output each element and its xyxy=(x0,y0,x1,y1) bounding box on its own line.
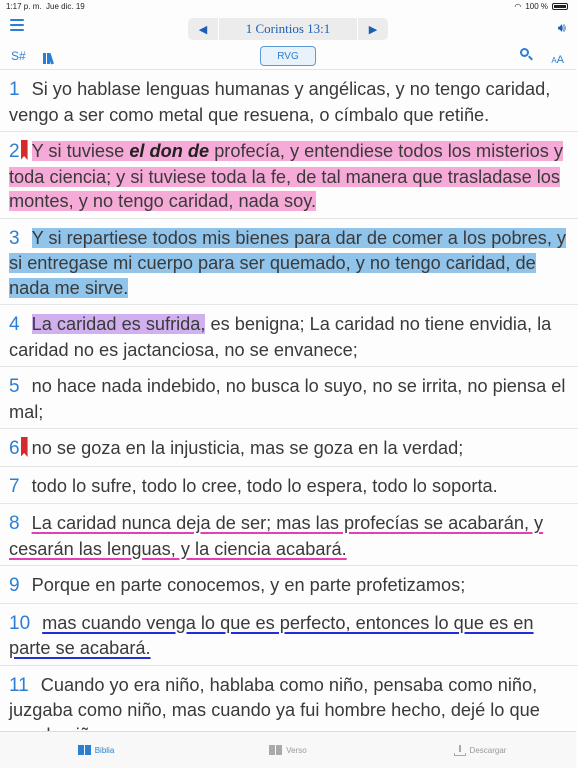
verse-number: 2 xyxy=(9,141,20,162)
battery-text: 100 % xyxy=(525,2,548,11)
verse-9[interactable] xyxy=(9,573,569,599)
tab-biblia[interactable] xyxy=(0,732,192,768)
verse-number: 3 xyxy=(9,227,20,249)
open-book-icon xyxy=(269,745,282,755)
verse-number: 1 xyxy=(9,79,20,100)
strong-numbers-button[interactable]: S# xyxy=(11,49,26,63)
divider xyxy=(0,503,578,504)
divider xyxy=(0,665,578,666)
verse-list xyxy=(9,70,569,730)
version-button[interactable]: RVG xyxy=(260,46,316,66)
verse-3[interactable] xyxy=(9,226,569,301)
divider xyxy=(0,603,578,604)
verse-number: 10 xyxy=(9,612,31,634)
verse-text: Si yo hablase lenguas humanas y angélicas, y no tengo caridad, vengo a ser como metal que resuena, o címbalo que retiñe. xyxy=(9,79,551,125)
divider xyxy=(0,565,578,566)
verse-7[interactable] xyxy=(9,474,569,500)
verse-highlight-phrase: La caridad es sufrida, xyxy=(31,314,206,334)
bookmark-icon xyxy=(21,140,28,160)
verse-2[interactable] xyxy=(9,139,569,214)
prev-chapter-button[interactable]: ◀ xyxy=(198,23,208,36)
toolbar xyxy=(0,44,576,70)
divider xyxy=(0,131,578,132)
chapter-navigator xyxy=(188,18,388,40)
verse-number: 8 xyxy=(9,513,20,534)
speaker-icon[interactable]: 🔊︎ xyxy=(557,20,566,35)
tab-label: Biblia xyxy=(94,745,115,755)
verse-number: 7 xyxy=(9,475,20,497)
verse-number: 9 xyxy=(9,575,20,596)
status-date: Jue dic. 19 xyxy=(46,2,85,11)
verse-10[interactable] xyxy=(9,611,569,661)
bold-phrase: el don de xyxy=(129,141,210,161)
verse-number: 4 xyxy=(9,314,20,335)
status-right xyxy=(514,2,568,11)
verse-text-underlined: La caridad nunca deja de ser; mas las profecías se acabarán, y cesarán las lenguas, y la ciencia acabará. xyxy=(9,513,544,559)
verse-8[interactable] xyxy=(9,511,569,561)
divider xyxy=(0,466,578,467)
status-time-date xyxy=(6,2,85,11)
font-size-icon[interactable]: AA xyxy=(551,54,564,66)
download-icon xyxy=(454,745,466,756)
verse-text-highlighted: Y si tuviese el don de profecía, y entendiese todos los misterios y toda ciencia; y si tuviese toda la fe, de tal manera que trasladase los montes, y no tengo caridad, nada soy. xyxy=(9,141,563,211)
divider xyxy=(0,366,578,367)
divider xyxy=(0,428,578,429)
verse-number: 6 xyxy=(9,438,20,459)
tab-bar xyxy=(0,731,576,768)
status-bar xyxy=(0,0,576,14)
bookmark-icon xyxy=(21,437,28,457)
divider xyxy=(0,218,578,219)
verse-4[interactable] xyxy=(9,312,569,362)
tab-label: Verso xyxy=(286,745,307,755)
status-time: 1:17 p. m. xyxy=(6,2,42,11)
verse-text-highlighted: Y si repartiese todos mis bienes para dar de comer a los pobres, y si entregase mi cuerpo para ser quemado, y no tengo caridad, de nada me sirve. xyxy=(9,227,567,298)
battery-icon xyxy=(552,3,568,10)
verse-text: es benigna; La caridad no tiene envidia, la caridad no es jactanciosa, no se envanece; xyxy=(9,314,552,360)
verse-text: no se goza en la injusticia, mas se goza en la verdad; xyxy=(31,438,464,458)
verse-text: Cuando yo era niño, hablaba como niño, pensaba como niño, juzgaba como niño, mas cuando ya fui hombre hecho, dejé lo que xyxy=(9,674,540,720)
tab-label: Descargar xyxy=(469,745,507,755)
divider xyxy=(0,304,578,305)
verse-text: Porque en parte conocemos, y en parte profetizamos; xyxy=(31,575,466,595)
verse-6[interactable] xyxy=(9,436,569,462)
nav-bar xyxy=(0,14,576,42)
menu-icon[interactable] xyxy=(10,19,24,31)
tab-verso[interactable] xyxy=(192,732,384,768)
search-icon[interactable] xyxy=(520,48,532,60)
library-icon[interactable] xyxy=(43,51,57,62)
book-icon xyxy=(78,745,91,755)
next-chapter-button[interactable]: ▶ xyxy=(368,23,378,36)
verse-1[interactable] xyxy=(9,77,569,127)
verse-text: todo lo sufre, todo lo cree, todo lo espera, todo lo soporta. xyxy=(31,475,498,496)
verse-number: 11 xyxy=(9,674,29,696)
verse-text-underlined: mas cuando venga lo que es perfecto, entonces lo que es en parte se acabará. xyxy=(9,612,534,658)
tab-descargar[interactable] xyxy=(384,732,576,768)
reference-title[interactable]: 1 Corintios 13:1 xyxy=(218,18,358,40)
wifi-icon: ◠ xyxy=(514,2,522,11)
verse-5[interactable] xyxy=(9,374,569,424)
verse-text: no hace nada indebido, no busca lo suyo, no se irrita, no piensa el mal; xyxy=(9,376,566,422)
verse-number: 5 xyxy=(9,376,20,397)
